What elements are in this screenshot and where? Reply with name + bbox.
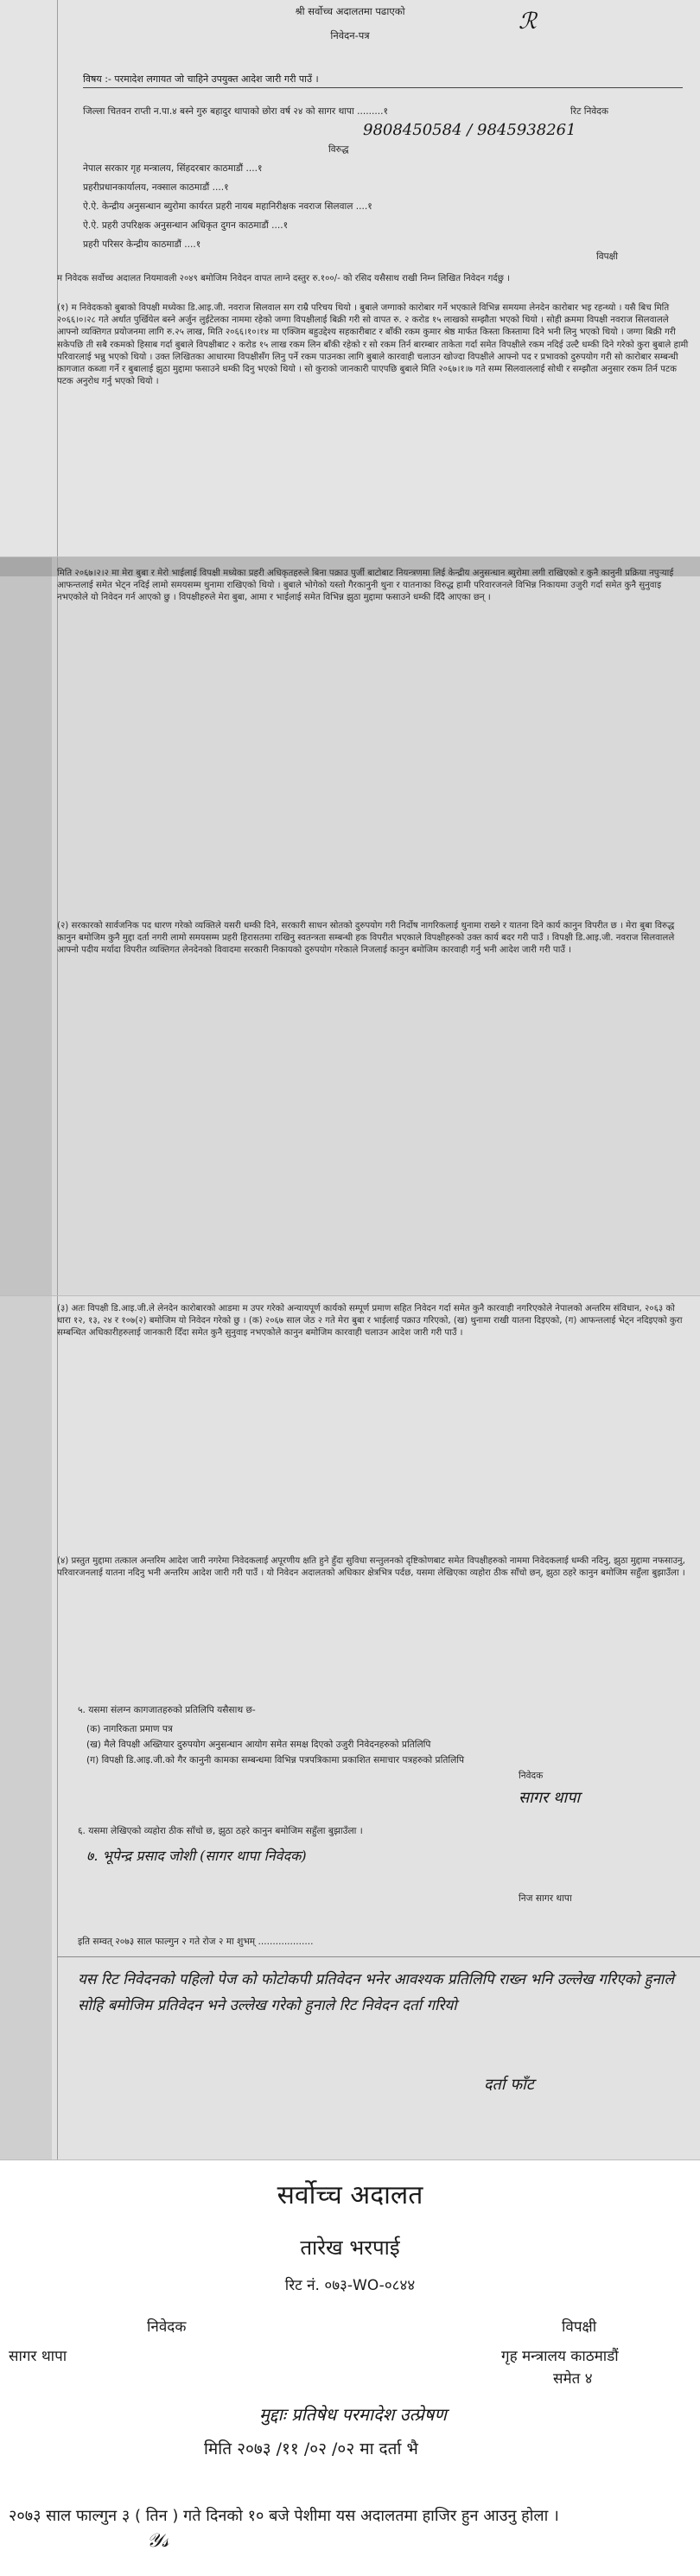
attachment-item: (ख) मैले विपक्षी अख्तियार दुरुपयोग अनुसन्धान आयोग समेत समक्ष दिएको उजुरी निवेदनहरुको प्रतिलिपि (86, 1740, 431, 1750)
attachment-item: (क) नागरिकता प्रमाण पत्र (86, 1724, 173, 1734)
attachment-item: (ग) विपक्षी डि.आइ.जी.को गैर कानुनी कामका सम्बन्धमा विभिन्न पत्रपत्रिकामा प्रकाशित समाचार पत्रहरुको प्रतिलिपि (86, 1755, 465, 1765)
respondent-item: नेपाल सरकार गृह मन्त्रालय, सिंहदरबार काठमाडौं ....१ (83, 163, 263, 174)
subject-line: विषय :- परमादेश लगायत जो चाहिने उपयुक्त आदेश जारी गरी पाउँ । (83, 73, 683, 88)
scan-shadow (0, 1296, 52, 2160)
hearing-date-slip (0, 2160, 700, 2576)
scan-shadow (0, 557, 52, 1296)
petitioner-signature: सागर थापा (519, 1789, 581, 1807)
paragraph-2: मिति २०६७।२।२ मा मेरा बुबा र मेरो भाईलाई विपक्षी मध्येका प्रहरी अधिकृतहरुले बिना पक्राउ पुर्जी बाटोबाट नियन्त्रणमा लिई केन्द्रीय अनुसन्धान ब्युरोमा लगी राखिएको र कुनै कानुनी प्रक्रिया नपुर्‍याई आफन्तलाई समेत भेट्न नदिई लामो समयसम्म थुनामा राखिएको थियो । बुबाले भोगेको यस्तो गैरकानुनी थुना र यातनाका विरुद्ध हामी परिवारजनले विभिन्न निकायमा उजुरी गर्दा समेत कुनै सुनुवाइ नभएकोले यो निवेदन गर्न आएको छु । विपक्षीहरुले मेरा बुबा, आमा र भाईलाई समेत विभिन्न झुठा मुद्दामा फसाउने धम्की दिँदै आएका छन् । (57, 569, 677, 603)
respondent-item: प्रहरीप्रधानकार्यालय, नक्साल काठमाडौं ....१ (83, 182, 229, 193)
court-header: श्री सर्वोच्च अदालतमा पढाएको (295, 5, 405, 17)
respondent-extra: समेत ४ (553, 2370, 593, 2388)
signed-by: निज सागर थापा (519, 1893, 572, 1904)
versus-label: विरुद्ध (328, 144, 349, 155)
margin-line (57, 1296, 58, 2159)
registration-date: मिति २०७३ /११ /०२ /०२ मा दर्ता भै (204, 2439, 418, 2458)
petitioner-sign-label: निवेदक (519, 1771, 544, 1781)
attachments-list (86, 1721, 570, 1768)
case-type: मुद्दाः प्रतिषेध परमादेश उत्प्रेषण (259, 2404, 447, 2425)
registration-note: यस रिट निवेदनको पहिलो पेज को फोटोकपी प्रतिवेदन भनेर आवश्यक प्रतिलिपि राख्न भनि उल्लेख गरिएको हुनाले सोहि बमोजिम प्रतिवेदन भने उल्लेख गरेको हुनाले रिट निवेदन दर्ता गरियो (78, 1971, 674, 2014)
hearing-notice: २०७३ साल फाल्गुन ३ ( तिन ) गते दिनको १० बजे पेशीमा यस अदालतमा हाजिर हुन आउनु होला । (9, 2507, 559, 2525)
respondent-item: प्रहरी परिसर केन्द्रीय काठमाडौं ....१ (83, 239, 201, 250)
court-title: सर्वोच्च अदालत (277, 2180, 423, 2210)
respondents-label: विपक्षी (596, 251, 618, 262)
paragraph-5: (४) प्रस्तुत मुद्दामा तत्काल अन्तरिम आदेश जारी नगरेमा निवेदकलाई अपूरणीय क्षति हुने हुँदा सुविधा सन्तुलनको दृष्टिकोणबाट समेत विपक्षीहरुको नाममा निवेदकलाई धम्की नदिनु, झुठा मुद्दामा नफसाउनु, परिवारजनलाई यातना नदिनु भनी अन्तरिम आदेश जारी गरी पाउँ । यो निवेदन अदालतको अधिकार क्षेत्रभित्र पर्दछ, यसमा लेखिएका व्यहोरा ठीक साँचो छन्, झुठा ठहरे कानुन बमोजिम सहुँला बुझाउँला । (57, 1556, 689, 1579)
respondent-list (83, 159, 567, 254)
paragraph-3: (२) सरकारको सार्वजनिक पद धारण गरेको व्यक्तिले यसरी धम्की दिने, सरकारी साधन स्रोतको दुरुपयोग गरी निर्दोष नागरिकलाई थुनामा राख्ने र यातना दिने कार्य कानुन विपरीत छ । मेरा बुबा विरुद्ध कानुन बमोजिम कुनै मुद्दा दर्ता नगरी लामो समयसम्म प्रहरी हिरासतमा राखिनु स्वतन्त्रता सम्बन्धी हक विपरीत भएकाले विपक्षीहरुको उक्त कार्य बदर गरी पाउँ । विपक्षी डि.आइ.जी. नवराज सिलवालले आफ्नो पदीय मर्यादा विपरीत व्यक्तिगत लेनदेनको विवादमा सरकारी निकायको दुरुपयोग गरेकाले निजलाई कानुन बमोजिम कारवाही गर्नु भनी आदेश जारी गरी पाउँ । (57, 921, 678, 956)
writ-petitioner-label: रिट निवेदक (570, 106, 609, 117)
petitioner-label: निवेदक (147, 2318, 187, 2336)
slip-title: तारेख भरपाई (300, 2236, 400, 2260)
attachments-title: ५. यसमा संलग्न कागजातहरुको प्रतिलिपि यसैसाथ छ- (78, 1705, 256, 1715)
petitioner-intro: जिल्ला चितवन राप्ती न.पा.४ बस्ने गुरु बहादुर थापाको छोरा वर्ष २४ को सागर थापा .........१ (83, 106, 388, 117)
petitioner-name: सागर थापा (9, 2348, 67, 2365)
declaration-line: ६. यसमा लेखिएको व्यहोरा ठीक साँचो छ, झुठा ठहरे कानुन बमोजिम सहुँला बुझाउँला । (78, 1826, 363, 1836)
preamble-text: म निवेदक सर्वोच्च अदालत नियमावली २०४९ बमोजिम निवेदन वापत लाग्ने दस्तुर रु.१००/- को रसिद यसैसाथ राखी निम्न लिखित निवेदन गर्दछु । (57, 274, 510, 283)
document-type: निवेदन-पत्र (330, 29, 370, 41)
date-line: इति सम्वत् २०७३ साल फाल्गुन २ गते रोज २ मा शुभम् ................... (78, 1937, 314, 1947)
witness-handwriting: ७. भूपेन्द्र प्रसाद जोशी (सागर थापा निवेदक) (86, 1848, 307, 1864)
petition-page-2 (0, 557, 700, 1296)
petition-page-1 (0, 0, 700, 557)
phone-number: 9808450584 / 9845938261 (363, 121, 576, 139)
petition-page-3 (0, 1296, 700, 2160)
paragraph-1: (१) म निवेदकको बुबाको विपक्षी मध्येका डि.आइ.जी. नवराज सिलवाल सग राम्रै परिचय थियो । बुबाले जग्गाको कारोबार गर्ने भएकाले विभिन्न समयमा लेनदेन कारोबार भइ रहन्थ्यो । यसै बिच मिति २०६६।०।२८ गते अर्थात पुर्खियेल बस्ने अर्जुन लुईटेलका नाममा रहेको जग्गा विपक्षीलाई बिक्री गरी सो वापत रु. २ करोड १५ लाखको सम्झौता भएको थियो । सोही क्रममा विपक्षी नवराज सिलवालले आफ्नो व्यक्तिगत प्रयोजनमा लागि रु.२५ लाख, मिति २०६६।१०।१४ मा एक्जिम बहुउद्देश्य सहकारीबाट र बाँकी रकम कुमार श्रेष्ठ मार्फत किस्ता किस्तामा दिने भनी लिनु भएको थियो । जग्गा बिक्री गरी सकेपछि ती सबै रकमको हिसाब गर्दा बुबाले विपक्षीबाट २ करोड १५ लाख रकम लिन बाँकी रहेको र सो रकम तिर्न बारम्बार ताकेता गर्दा समेत विपक्षीले रकम नदिई उल्टै धम्की दिने गरेको कुरा बुबाले हामी परिवारलाई भन्नु भएको थियो । उक्त लिखितका आधारमा विपक्षीसँग लिनु पर्ने रकम पाउनका लागि बुबाले कारवाही चलाउन खोज्दा विपक्षीले आफ्नो पद र प्रभावको दुरुपयोग गरी सो कारोबार सम्बन्धी कागजात कब्जा गर्ने र बुबालाई झुठा मुद्दामा फसाउने धम्की दिनु भएको थियो । सो कुराको जानकारी पाएपछि बुबाले मिति २०६७।१।७ गते सम्म सिलवाललाई सोधी र सम्झौता अनुसार रकम तिर्न पटक पटक अनुरोध गर्नु भएको थियो । (57, 303, 691, 387)
respondent-name: गृह मन्त्रालय काठमाडौं (501, 2348, 619, 2365)
respondent-item: ऐ.ऐ. प्रहरी उपरिक्षक अनुसन्धान अधिकृत दुगन काठमाडौं ....१ (83, 220, 289, 231)
divider (57, 1956, 700, 1957)
respondent-label: विपक्षी (562, 2318, 597, 2336)
writ-number: रिट नं. ०७३-WO-०८४४ (284, 2277, 416, 2294)
official-signature: 𝒴𝓈 (147, 2530, 169, 2552)
respondent-item: ऐ.ऐ. केन्द्रीय अनुसन्धान ब्युरोमा कार्यरत प्रहरी नायब महानिरीक्षक नवराज सिलवाल ....१ (83, 201, 372, 212)
paragraph-4: (३) अतः विपक्षी डि.आइ.जी.ले लेनदेन कारोबारको आडमा म उपर गरेको अन्यायपूर्ण कार्यको सम्पूर्ण प्रमाण सहित निवेदन गर्दा समेत कुनै कारवाही नगरिएकोले नेपालको अन्तरिम संविधान, २०६३ को धारा १२, १३, २४ र १०७(२) बमोजिम यो निवेदन गरेको छु । (क) २०६७ साल जेठ २ गते मेरा बुबा र भाईलाई पक्राउ गरिएको, (ख) थुनामा राखी यातना दिइएको, (ग) आफन्तलाई भेट्न नदिइएको कुरा सम्बन्धित अधिकारीहरुलाई जानकारी दिँदा समेत कुनै सुनुवाइ नभएकोले कानुन बमोजिम कारवाही चलाउन आदेश जारी गरी पाउँ । (57, 1304, 685, 1339)
note-signature: दर्ता फाँट (484, 2076, 534, 2094)
signature-mark: ℛ (519, 9, 537, 35)
